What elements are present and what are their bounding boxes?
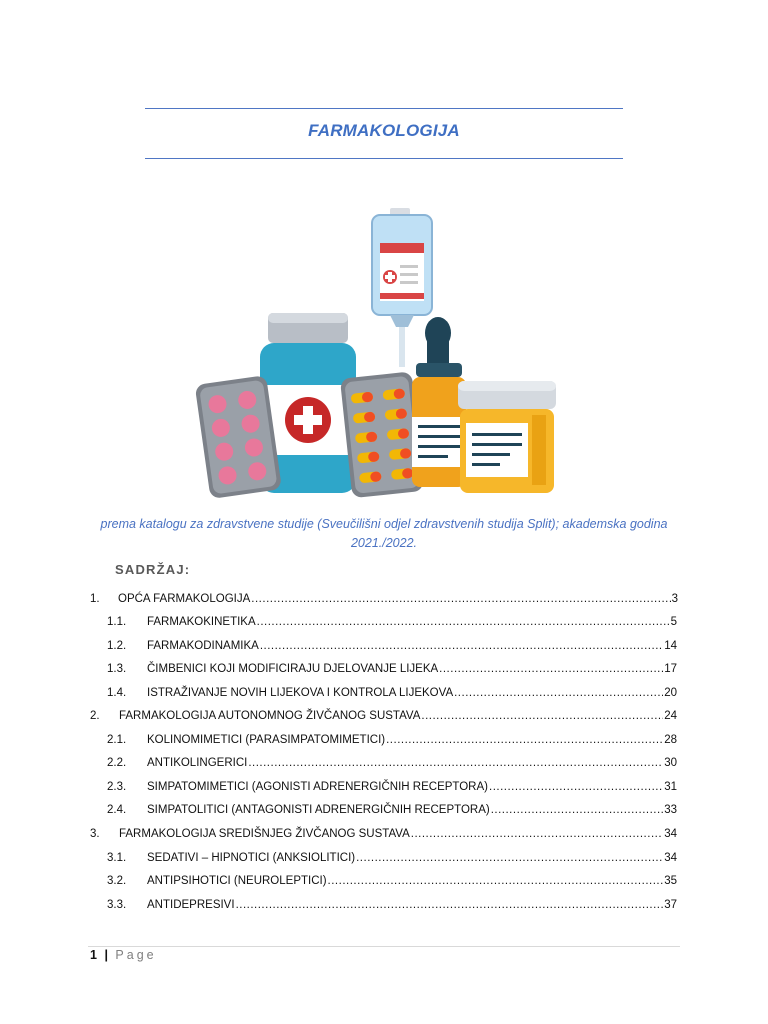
toc-entry[interactable] [107, 871, 677, 891]
toc-leader-dots [491, 800, 664, 820]
footer-page-number: 1 [90, 948, 97, 962]
toc-entry[interactable] [107, 659, 677, 679]
toc-entry-number: 1.3. [107, 663, 127, 675]
toc-leader-dots [439, 659, 663, 679]
toc-entry-title: FARMAKOLOGIJA AUTONOMNOG ŽIVČANOG SUSTAVA [119, 710, 421, 722]
page-footer [90, 948, 157, 962]
toc-entry-number: 1.1. [107, 616, 127, 628]
toc-entry[interactable] [107, 753, 677, 773]
toc-entry-number: 1.2. [107, 640, 127, 652]
toc-entry-title: SIMPATOLITICI (ANTAGONISTI ADRENERGIČNIH RECEPTORA) [147, 804, 490, 816]
toc-entry[interactable] [107, 636, 677, 656]
toc-entry-page: 3 [671, 593, 678, 605]
toc-entry[interactable] [90, 824, 677, 844]
document-title: FARMAKOLOGIJA [308, 121, 460, 140]
toc-entry-number: 3.1. [107, 852, 127, 864]
toc-entry-number: 3. [90, 828, 100, 840]
toc-entry[interactable] [107, 895, 677, 915]
toc-entry-page: 37 [664, 899, 677, 911]
medicines-illustration-icon [190, 205, 570, 505]
toc-entry-page: 34 [664, 828, 677, 840]
toc-entry-title: ČIMBENICI KOJI MODIFICIRAJU DJELOVANJE LIJEKA [147, 663, 439, 675]
iv-bag-icon [372, 208, 432, 367]
toc-leader-dots [421, 706, 663, 726]
toc-entry-number: 2. [90, 710, 100, 722]
toc-entry-page: 35 [664, 875, 677, 887]
subtitle-line-2: 2021./2022. [350, 536, 418, 550]
capsule-blister-icon [340, 371, 424, 498]
toc-entry-page: 34 [664, 852, 677, 864]
toc-entry[interactable] [107, 800, 677, 820]
toc-leader-dots [454, 683, 663, 703]
footer-separator: | [104, 948, 108, 962]
toc-entry-title: KOLINOMIMETICI (PARASIMPATOMIMETICI) [147, 734, 386, 746]
toc-heading: SADRŽAJ: [115, 562, 191, 577]
toc-entry-number: 2.4. [107, 804, 127, 816]
toc-entry-title: OPĆA FARMAKOLOGIJA [118, 593, 251, 605]
toc-entry-title: SIMPATOMIMETICI (AGONISTI ADRENERGIČNIH RECEPTORA) [147, 781, 488, 793]
document-subtitle [88, 515, 680, 553]
toc-entry[interactable] [107, 612, 677, 632]
toc-entry-page: 31 [664, 781, 677, 793]
toc-entry-title: ISTRAŽIVANJE NOVIH LIJEKOVA I KONTROLA LIJEKOVA [147, 687, 454, 699]
toc-entry-page: 17 [664, 663, 677, 675]
toc-entry-page: 28 [664, 734, 677, 746]
toc-entry-number: 3.3. [107, 899, 127, 911]
toc-entry-page: 30 [664, 757, 677, 769]
toc-entry-page: 14 [664, 640, 677, 652]
toc-entry-page: 33 [664, 804, 677, 816]
toc-leader-dots [489, 777, 663, 797]
toc-leader-dots [356, 848, 663, 868]
toc-entry-number: 3.2. [107, 875, 127, 887]
toc-entry-number: 1.4. [107, 687, 127, 699]
toc-leader-dots [257, 612, 670, 632]
toc-entry-title: ANTIKOLINGERICI [147, 757, 248, 769]
toc-leader-dots [386, 730, 663, 750]
toc-entry-number: 2.1. [107, 734, 127, 746]
toc-entry-title: FARMAKOKINETIKA [147, 616, 256, 628]
toc-leader-dots [260, 636, 663, 656]
toc-entry-title: FARMAKOLOGIJA SREDIŠNJEG ŽIVČANOG SUSTAVA [119, 828, 410, 840]
toc-entry[interactable] [90, 589, 678, 609]
toc-entry-title: FARMAKODINAMIKA [147, 640, 259, 652]
toc-entry[interactable] [107, 848, 677, 868]
toc-entry-title: SEDATIVI – HIPNOTICI (ANKSIOLITICI) [147, 852, 356, 864]
title-rule-top [145, 108, 623, 109]
toc-entry-title: ANTIPSIHOTICI (NEUROLEPTICI) [147, 875, 327, 887]
toc-leader-dots [236, 895, 664, 915]
toc-leader-dots [248, 753, 663, 773]
toc-entry[interactable] [107, 730, 677, 750]
toc-leader-dots [411, 824, 663, 844]
footer-page-word: Page [115, 948, 157, 962]
title-rule-bottom [145, 158, 623, 159]
dropper-bottle-icon [412, 317, 466, 487]
toc-entry[interactable] [90, 706, 677, 726]
toc-leader-dots [251, 589, 670, 609]
toc-entry-number: 2.3. [107, 781, 127, 793]
yellow-jar-icon [458, 381, 556, 493]
toc-entry-title: ANTIDEPRESIVI [147, 899, 235, 911]
toc-entry-number: 2.2. [107, 757, 127, 769]
toc-entry[interactable] [107, 683, 677, 703]
toc-entry-number: 1. [90, 593, 100, 605]
toc-entry-page: 5 [670, 616, 677, 628]
subtitle-line-1: prema katalogu za zdravstvene studije (Sveučilišni odjel zdravstvenih studija Split); akademska godina [100, 517, 668, 531]
toc-entry-page: 20 [664, 687, 677, 699]
toc-leader-dots [328, 871, 664, 891]
toc-entry-page: 24 [664, 710, 677, 722]
footer-rule [88, 946, 680, 947]
toc-entry[interactable] [107, 777, 677, 797]
